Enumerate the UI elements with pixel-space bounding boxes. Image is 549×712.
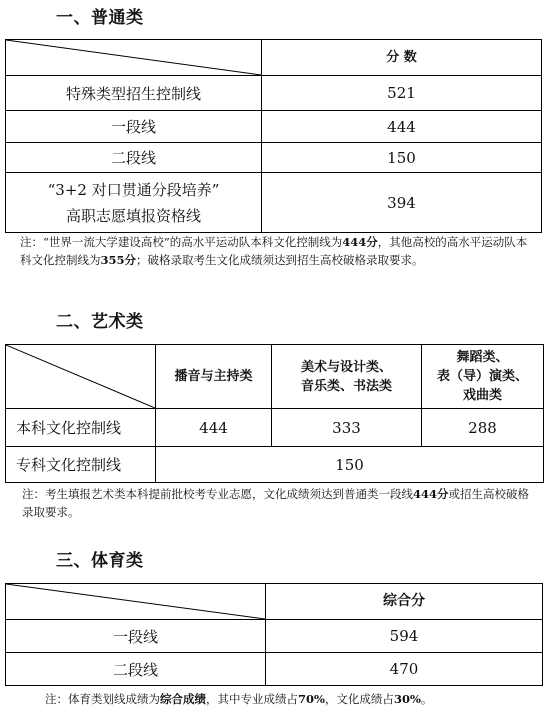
table-row (6, 447, 544, 483)
note-emphasis: 70% (298, 692, 325, 706)
column-header-fine-arts (272, 345, 422, 409)
row-value: 333 (272, 409, 422, 447)
row-label: 特殊类型招生控制线 (6, 76, 262, 111)
row-label: 二段线 (6, 653, 266, 686)
row-value: 444 (262, 111, 542, 143)
header-line: 美术与设计类、 (300, 359, 392, 375)
table-row (6, 409, 544, 447)
row-value: 394 (262, 173, 542, 233)
general-score-table (5, 39, 542, 233)
note-emphasis: 综合成绩 (160, 692, 206, 706)
sports-note (45, 690, 540, 708)
row-value: 470 (266, 653, 543, 686)
row-label-line: 高职志愿填报资格线 (65, 206, 201, 225)
table-header-row (6, 584, 543, 620)
row-value: 594 (266, 620, 543, 653)
header-line: 舞蹈类、 (456, 350, 509, 365)
section-title-general: 一、普通类 (56, 8, 144, 28)
note-emphasis: 444分 (342, 235, 378, 249)
diagonal-line (6, 40, 261, 75)
table-header-row (6, 345, 544, 409)
row-label-line: “3+2 对口贯通分段培养” (47, 180, 220, 199)
row-label: 专科文化控制线 (6, 447, 156, 483)
note-text: ，其他高校的高水平运动队本科文化控制线为 (20, 235, 528, 267)
art-score-table (5, 344, 544, 483)
row-label: 一段线 (6, 620, 266, 653)
header-line: 表（导）演类、 (436, 369, 528, 384)
table-row (6, 76, 542, 111)
column-header-broadcasting (156, 345, 272, 409)
note-text: 。 (420, 692, 433, 706)
table-row (6, 173, 542, 233)
row-value: 288 (422, 409, 544, 447)
composite-score-header: 综合分 (266, 584, 543, 620)
note-emphasis: 355分 (100, 253, 137, 267)
row-label: 本科文化控制线 (6, 409, 156, 447)
score-header: 分 数 (262, 40, 542, 76)
header-line: 戏曲类 (462, 388, 502, 403)
art-note (22, 485, 532, 521)
note-text: ，文化成绩占 (324, 692, 394, 706)
table-row (6, 143, 542, 173)
note-text: 注：体育类划线成绩为 (45, 692, 160, 706)
row-label: 二段线 (6, 143, 262, 173)
diagonal-line (6, 345, 155, 408)
header-line: 音乐类、书法类 (300, 378, 392, 394)
general-note (20, 233, 530, 269)
note-emphasis: 444分 (413, 487, 449, 501)
note-text: ；破格录取考生文化成绩须达到招生高校破格录取要求。 (136, 253, 424, 267)
note-emphasis: 30% (393, 692, 421, 706)
note-text: 或招生高校破格录取要求。 (22, 487, 530, 519)
row-value: 521 (262, 76, 542, 111)
diagonal-line (6, 584, 265, 619)
header-line: 播音与主持类 (174, 369, 253, 384)
row-label (6, 173, 262, 233)
table-row (6, 111, 542, 143)
note-text: 注：考生填报艺术类本科提前批校考专业志愿，文化成绩须达到普通类一段线 (22, 487, 413, 501)
section-title-art: 二、艺术类 (56, 312, 144, 332)
section-title-sports: 三、体育类 (56, 551, 144, 571)
sports-score-table (5, 583, 543, 686)
column-header-dance (422, 345, 544, 409)
row-value: 150 (156, 447, 544, 483)
diagonal-corner-cell (6, 40, 262, 76)
row-value: 444 (156, 409, 272, 447)
table-row (6, 653, 543, 686)
table-header-row (6, 40, 542, 76)
diagonal-corner-cell (6, 345, 156, 409)
diagonal-corner-cell (6, 584, 266, 620)
row-value: 150 (262, 143, 542, 173)
note-text: ，其中专业成绩占 (206, 692, 298, 706)
row-label: 一段线 (6, 111, 262, 143)
note-text: 注：“世界一流大学建设高校”的高水平运动队本科文化控制线为 (20, 235, 343, 249)
table-row (6, 620, 543, 653)
